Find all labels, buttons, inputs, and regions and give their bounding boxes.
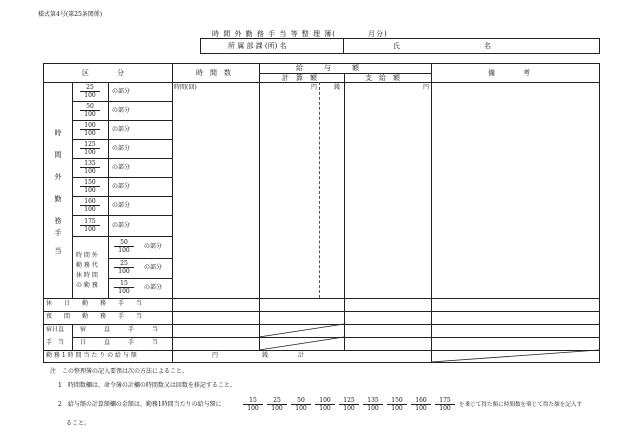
kyuka-label: 時 間 外 [76, 252, 98, 259]
hourly-sen: 銭 [262, 352, 269, 359]
notes-2-cont: ること。 [66, 420, 91, 427]
row-nichi: 日 直 手 当 [80, 339, 159, 346]
name-label: 氏 名 [393, 42, 491, 50]
row-yakan: 夜 間 勤 務 手 当 [46, 313, 143, 320]
notes-2-post: を乗じて得た額に時間数を乗じて得た額を記入す [459, 402, 583, 408]
row-shukuchoku-label-2: 手 当 [46, 339, 65, 346]
kyuka-fraction: $\frac{15}{100}$ [114, 280, 134, 295]
kyuka-label: 休 時 間 [76, 272, 98, 279]
rate-fraction: $\frac{125}{100}$ [80, 141, 100, 156]
notes-1: 1 時間数欄は、命令簿の計欄の時間数又は回数を移記すること。 [58, 382, 236, 389]
header-jikansu: 時 間 数 [196, 69, 231, 77]
notes-head: 注 この整理簿の記入要領は次の方法によること。 [50, 368, 189, 375]
kyuka-fraction: $\frac{25}{100}$ [114, 260, 134, 275]
rate-fraction: $\frac{100}{100}$ [80, 122, 100, 137]
kyuka-fraction: $\frac{50}{100}$ [114, 239, 134, 254]
rate-fraction: $\frac{25}{100}$ [80, 84, 100, 99]
notes-2-pre: 2 給与額の計算額欄の金額は、勤務1時間当たりの給与額に [58, 401, 222, 408]
rate-suffix: の部分 [112, 222, 131, 229]
rate-fraction: $\frac{175}{100}$ [80, 218, 100, 233]
rate-fraction: $\frac{50}{100}$ [80, 103, 100, 118]
page-title: 時 間 外 勤 務 手 当 等 整 理 簿( 月分) [212, 30, 388, 38]
unit-sen: 銭 [334, 84, 341, 91]
kyuka-suffix: の部分 [144, 264, 163, 271]
row-kyujitsu: 休 日 勤 務 手 当 [46, 300, 143, 307]
rate-suffix: の部分 [112, 183, 131, 190]
rate-fraction: $\frac{135}{100}$ [80, 160, 100, 175]
rate-suffix: の部分 [112, 126, 131, 133]
hourly-yen: 円 [212, 352, 219, 359]
kyuka-suffix: の部分 [144, 243, 163, 250]
header-shikyu: 支 給 額 [365, 74, 400, 82]
rate-suffix: の部分 [112, 107, 131, 114]
dept-label: 所 属 部 課 (所) 名 [228, 42, 287, 50]
rate-suffix: の部分 [112, 88, 131, 95]
header-kubun: 区 分 [82, 69, 124, 77]
header-kyuyogaku: 給 与 額 [296, 64, 359, 72]
unit-hours: 時間(回) [174, 84, 197, 91]
hourly-kei: 計 [298, 352, 305, 359]
header-biko: 備 考 [488, 69, 530, 77]
rate-suffix: の部分 [112, 202, 131, 209]
unit-yen-shikyu: 円 [423, 84, 430, 91]
form-number: 様式第4号(第25条関係) [38, 11, 103, 18]
kyuka-label: 勤 務 代 [76, 262, 98, 269]
rate-fraction: $\frac{160}{100}$ [80, 198, 100, 213]
kyuka-label: の 勤 務 [76, 282, 98, 289]
rate-fraction: $\frac{150}{100}$ [80, 179, 100, 194]
row-shuku: 宿 直 手 当 [80, 326, 159, 333]
kyuka-suffix: の部分 [144, 284, 163, 291]
unit-yen: 円 [311, 84, 318, 91]
row-hourly: 勤 務 1 時 間 当 た り の 給 与 額 [46, 352, 137, 359]
header-keisan: 計 算 額 [282, 74, 317, 82]
row-shukuchoku-label-1: 宿日直 [46, 326, 65, 333]
rate-suffix: の部分 [112, 145, 131, 152]
rate-suffix: の部分 [112, 164, 131, 171]
